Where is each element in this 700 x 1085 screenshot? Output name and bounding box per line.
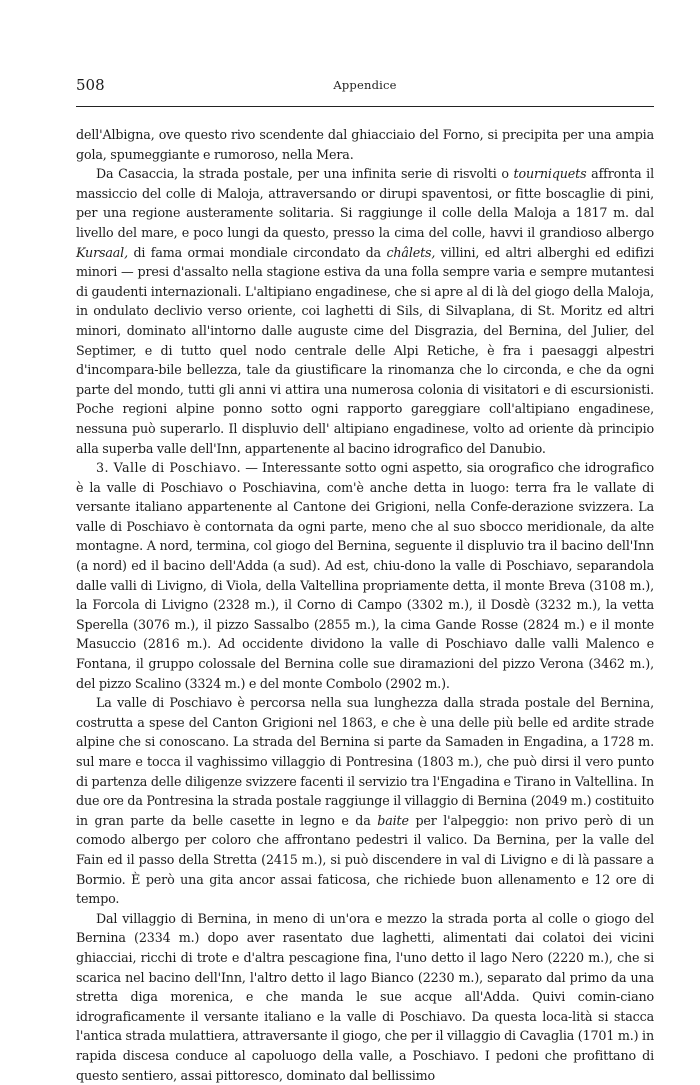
- paragraph-continuation: [76, 125, 654, 164]
- paragraph-text: di fama ormai mondiale circondato da: [127, 244, 387, 260]
- paragraph-text: — Interessante sotto ogni aspetto, sia orografico che idrografico è la valle di Poschiavo o Poschiavina, com'è anche detta in luogo: terra fra le vallate di versante italiano appartenente al Cantone dei Grigioni, nella Confe-derazione svizzera. La valle di Poschiavo è contornata da ogni parte, meno che al suo sbocco meridionale, da alte montagne. A nord, termina, col giogo del Bernina, seguente il displuvio tra il bacino dell'Inn (a nord) ed il bacino dell'Adda (a sud). Ad est, chiu-dono la valle di Poschiavo, separandola dalle valli di Livigno, di Viola, della Valtellina propriamente detta, il monte Breva (3108 m.), la Forcola di Livigno (2328 m.), il Corno di Campo (3302 m.), il Dosdè (3232 m.), la vetta Sperella (3076 m.), il pizzo Sassalbo (2855 m.), la cima Gande Rosse (2824 m.) e il monte Masuccio (2816 m.). Ad occidente dividono la valle di Poschiavo dalle valli Malenco e Fontana, il gruppo colossale del Bernina colle sue diramazioni del pizzo Verona (3462 m.), del pizzo Scalino (3324 m.) e del monte Combolo (2902 m.).: [76, 460, 654, 691]
- paragraph-text: Da Casaccia, la strada postale, per una infinita serie di risvolti o: [96, 166, 514, 182]
- running-header: [76, 76, 654, 100]
- running-title: Appendice: [333, 78, 397, 92]
- header-rule: [76, 106, 654, 107]
- paragraph-text: Dal villaggio di Bernina, in meno di un'ora e mezzo la strada porta al colle o giogo del Bernina (2334 m.) dopo aver rasentato due laghetti, alimentati dai colatoi dei vicini ghiacciai, ricchi di trote e d'altra pescagione fina, l'uno detto il lago Nero (2220 m.), che si scarica nel bacino dell'Inn, l'altro detto il lago Bianco (2230 m.), separato dal primo da una stretta diga morenica, e che manda le sue acque all'Adda. Quivi comin-ciano idrograficamente il versante italiano e la valle di Poschiavo. Da questa loca-lità si stacca l'antica strada mulattiera, attraversante il giogo, che per il villaggio di Cavaglia (1701 m.) in rapida discesa conduce al capoluogo della valle, a Poschiavo. I pedoni che profittano di questo sentiero, assai pittoresco, dominato dal bellissimo: [76, 910, 654, 1083]
- paragraph-valle-di-poschiavo: [76, 458, 654, 693]
- paragraph-villaggio-di-bernina: [76, 909, 654, 1085]
- body-text: [76, 125, 654, 1085]
- italic-term-tourniquets: tourniquets: [513, 166, 587, 182]
- paragraph-text: dell'Albigna, ove questo rivo scendente dal ghiacciaio del Forno, si precipita per una ampia gola, spumeggiante e rumoroso, nella Mera.: [76, 127, 654, 162]
- paragraph-text: villini, ed altri alberghi ed edifizi minori — presi d'assalto nella stagione estiva da una folla sempre varia e sempre mutantesi di gaudenti internazionali. L'altipiano engadinese, che si apre al di là del giogo della Maloja, in ondulato declivio verso oriente, coi laghetti di Sils, di Silvaplana, di St. Moritz ed altri minori, dominato all'intorno dalle auguste cime del Disgrazia, del Bernina, del Julier, del Septimer, e di tutto quel nodo centrale delle Alpi Retiche, è fra i paesaggi alpestri d'incompara-bile bellezza, tale da giustificare la rinomanza che lo circonda, e che da ogni parte del mondo, tutti gli anni vi attira una numerosa colonia di visitatori e di escursionisti. Poche regioni alpine ponno sotto ogni rapporto gareggiare coll'altipiano engadinese, nessuna può superarlo. Il displuvio dell' altipiano engadinese, volto ad oriente dà principio alla superba valle dell'Inn, appartenente al bacino idrografico del Danubio.: [76, 244, 654, 456]
- paragraph-text: affronta il massiccio del colle di Maloja, attraversando or dirupi spaventosi, or fitte boscaglie di pini, per una regione austeramente solitaria. Si raggiunge il colle della Maloja a 1817 m. dal livello del mare, e poco lungi da questo, presso la cima del colle, havvi il grandioso albergo: [76, 166, 654, 240]
- paragraph-strada-del-bernina: [76, 693, 654, 909]
- italic-term-kursaal: Kursaal,: [76, 244, 128, 260]
- page-number: 508: [76, 76, 105, 94]
- section-title: 3. Valle di Poschiavo.: [96, 460, 242, 476]
- paragraph-text: La valle di Poschiavo è percorsa nella sua lunghezza dalla strada postale del Bernina, costrutta a spese del Canton Grigioni nel 1863, e che è una delle più belle ed ardite strade alpine che si conoscano. La strada del Bernina si parte da Samaden in Engadina, a 1728 m. sul mare e tocca il vaghissimo villaggio di Pontresina (1803 m.), che può dirsi il vero punto di partenza delle diligenze svizzere facenti il servizio tra l'Engadina e Tirano in Valtellina. In due ore da Pontresina la strada postale raggiunge il villaggio di Bernina (2049 m.) costituito in gran parte da belle casette in legno e da: [76, 695, 654, 828]
- paragraph-text: per l'alpeggio: non privo però di un comodo albergo per coloro che affrontano pedestri il valico. Da Bernina, per la valle del Fain ed il passo della Stretta (2415 m.), si può discendere in val di Livigno e di là passare a Bormio. È però una gita ancor assai faticosa, che richiede buon allenamento e 12 ore di tempo.: [76, 812, 654, 907]
- paragraph-maloja: [76, 164, 654, 458]
- italic-term-chalets: châlets,: [386, 244, 436, 260]
- book-page: [76, 76, 654, 1085]
- italic-term-baite: baite: [377, 812, 409, 828]
